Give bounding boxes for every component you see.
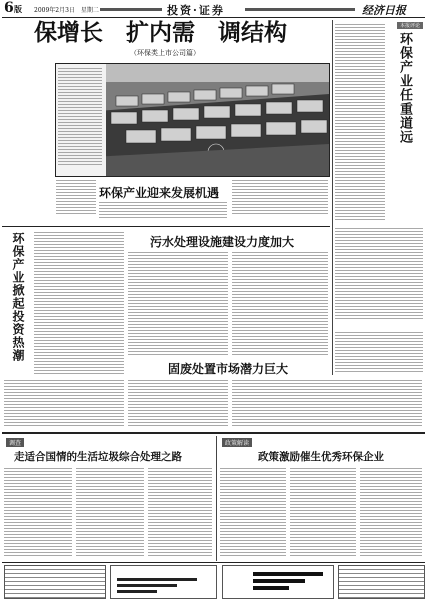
- bottom-left-title: 走适合国情的生活垃圾综合处理之路: [14, 451, 182, 463]
- side-column-tag: 本报评论: [397, 22, 423, 29]
- solid-waste-text-mid: [128, 378, 228, 428]
- photo-caption-text: [58, 66, 102, 166]
- page-header: [0, 0, 427, 18]
- section-title: 投资·证券: [167, 4, 225, 17]
- bottom-rule: [2, 432, 425, 434]
- lead-headline: 保增长 扩内需 调结构: [34, 19, 287, 46]
- bottom-left-text-3: [148, 466, 212, 558]
- side-column-text-3: [335, 330, 423, 372]
- solid-waste-text-left: [4, 378, 124, 428]
- sewage-text-2: [232, 250, 328, 355]
- masthead: 经济日报: [362, 4, 406, 17]
- sewage-text-1: [128, 250, 228, 355]
- bottom-left-text-2: [76, 466, 144, 558]
- bar-chart-svg-1: [111, 566, 216, 598]
- bar-chart-svg-2: [223, 566, 333, 598]
- bottom-right-text-1: [220, 466, 286, 558]
- mid-rule-1: [2, 226, 330, 227]
- bottom-left-text-1: [4, 466, 72, 558]
- article-opportunity-text: [99, 200, 227, 220]
- tables-rule: [2, 562, 425, 563]
- intro-text-left: [56, 178, 96, 216]
- bottom-right-text-3: [360, 466, 422, 558]
- page-label: 版: [14, 4, 22, 14]
- side-column-text-2: [335, 226, 423, 321]
- page-number: 6: [4, 0, 14, 16]
- header-bar-right: [245, 8, 355, 11]
- bottom-right-text-2: [290, 466, 356, 558]
- bottom-divider: [216, 436, 217, 561]
- lead-subhead: （环保类上市公司篇）: [130, 49, 200, 57]
- table-2: [338, 565, 425, 599]
- side-column-text-1: [335, 22, 385, 222]
- solid-waste-title: 固废处置市场潜力巨大: [168, 362, 289, 376]
- bar-chart-graphic-1: [110, 565, 217, 599]
- investment-heat-title: 环保产业掀起投资热潮: [11, 232, 25, 362]
- bottom-left-tag: 调查: [6, 438, 24, 447]
- article-opportunity-title: 环保产业迎来发展机遇: [99, 186, 220, 200]
- side-column-divider: [332, 20, 333, 375]
- investment-heat-text: [34, 230, 124, 375]
- sewage-title: 污水处理设施建设力度加大: [150, 235, 295, 249]
- side-column-title: 环保产业任重道远: [397, 32, 412, 144]
- bottom-right-tag: 政策解读: [222, 438, 252, 447]
- header-rule: [2, 17, 425, 18]
- table-1: [4, 565, 106, 599]
- header-bar-left: [100, 8, 162, 11]
- solid-waste-text-right: [232, 378, 422, 428]
- bottom-right-title: 政策激励催生优秀环保企业: [258, 451, 384, 463]
- date-line: 2009年2月3日 星期二: [34, 7, 99, 14]
- intro-text-mid: [232, 178, 328, 216]
- bar-chart-graphic-2: [222, 565, 334, 599]
